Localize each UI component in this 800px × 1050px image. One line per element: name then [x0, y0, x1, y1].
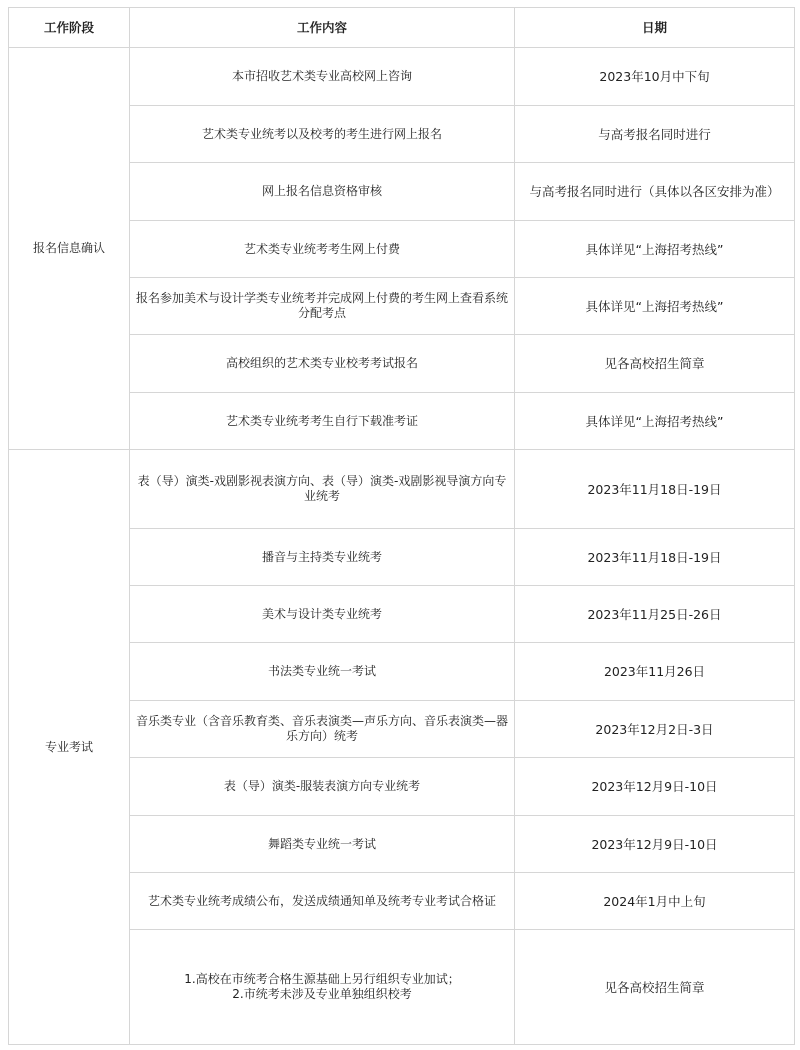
- date-cell: 见各高校招生简章: [515, 930, 795, 1045]
- date-cell: 具体详见“上海招考热线”: [515, 278, 795, 335]
- content-cell: 艺术类专业统考考生自行下载准考证: [130, 393, 515, 450]
- date-cell: 2023年11月25日-26日: [515, 586, 795, 643]
- stage-cell-registration: 报名信息确认: [9, 48, 130, 450]
- date-cell: 2024年1月中上旬: [515, 873, 795, 930]
- content-cell: 表（导）演类-戏剧影视表演方向、表（导）演类-戏剧影视导演方向专业统考: [130, 450, 515, 529]
- content-cell: 1.高校在市统考合格生源基础上另行组织专业加试； 2.市统考未涉及专业单独组织校考: [130, 930, 515, 1045]
- date-cell: 2023年11月18日-19日: [515, 529, 795, 586]
- date-cell: 具体详见“上海招考热线”: [515, 393, 795, 450]
- content-cell: 高校组织的艺术类专业校考考试报名: [130, 335, 515, 393]
- content-cell: 表（导）演类-服装表演方向专业统考: [130, 758, 515, 816]
- date-cell: 具体详见“上海招考热线”: [515, 221, 795, 278]
- date-cell: 与高考报名同时进行: [515, 106, 795, 163]
- table-row: [9, 48, 795, 106]
- date-cell: 2023年12月9日-10日: [515, 758, 795, 816]
- content-cell: 播音与主持类专业统考: [130, 529, 515, 586]
- date-cell: 2023年10月中下旬: [515, 48, 795, 106]
- content-cell: 书法类专业统一考试: [130, 643, 515, 701]
- date-cell: 2023年11月18日-19日: [515, 450, 795, 529]
- content-cell: 艺术类专业统考考生网上付费: [130, 221, 515, 278]
- stage-cell-exam: 专业考试: [9, 450, 130, 1045]
- header-stage: 工作阶段: [9, 8, 130, 48]
- date-cell: 见各高校招生简章: [515, 335, 795, 393]
- content-cell: 艺术类专业统考以及校考的考生进行网上报名: [130, 106, 515, 163]
- content-cell: 本市招收艺术类专业高校网上咨询: [130, 48, 515, 106]
- content-cell: 美术与设计类专业统考: [130, 586, 515, 643]
- date-cell: 2023年12月9日-10日: [515, 816, 795, 873]
- content-cell: 网上报名信息资格审核: [130, 163, 515, 221]
- date-cell: 与高考报名同时进行（具体以各区安排为准）: [515, 163, 795, 221]
- header-row: [9, 8, 795, 48]
- date-cell: 2023年12月2日-3日: [515, 701, 795, 758]
- table-row: [9, 450, 795, 529]
- header-date: 日期: [515, 8, 795, 48]
- content-cell: 音乐类专业（含音乐教育类、音乐表演类—声乐方向、音乐表演类—器乐方向）统考: [130, 701, 515, 758]
- date-cell: 2023年11月26日: [515, 643, 795, 701]
- content-cell: 舞蹈类专业统一考试: [130, 816, 515, 873]
- content-cell: 报名参加美术与设计学类专业统考并完成网上付费的考生网上查看系统分配考点: [130, 278, 515, 335]
- header-content: 工作内容: [130, 8, 515, 48]
- schedule-table: [8, 7, 795, 1045]
- content-cell: 艺术类专业统考成绩公布，发送成绩通知单及统考专业考试合格证: [130, 873, 515, 930]
